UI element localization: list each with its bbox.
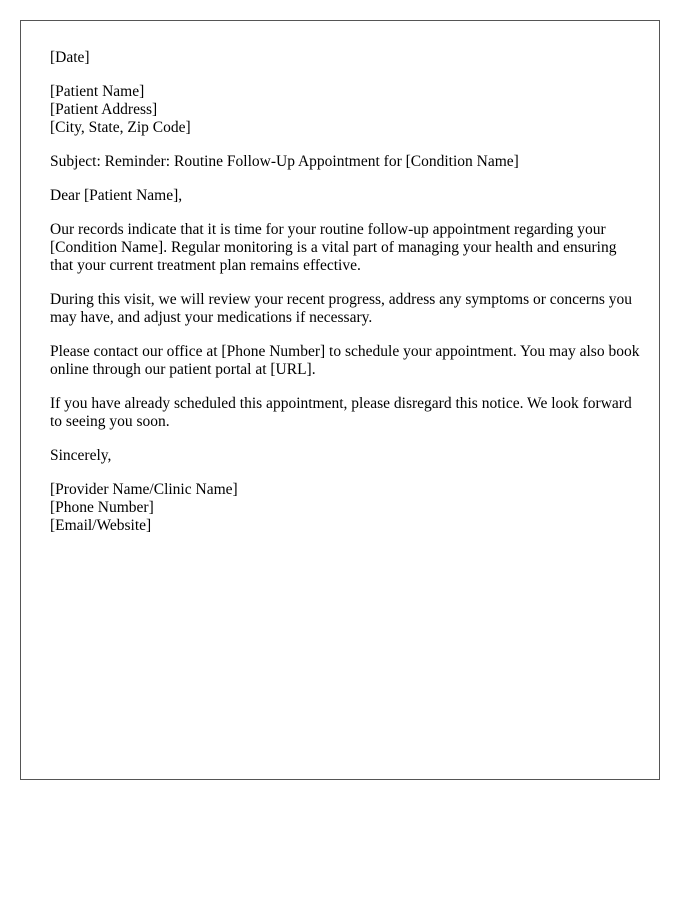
letter-date: [Date] — [50, 49, 90, 66]
letter-paragraph-2: During this visit, we will review your recent progress, address any symptoms or concerns you may have, and adjust your medications if necessary. — [50, 291, 632, 326]
letter-frame — [20, 20, 660, 780]
letter-paragraph-4: If you have already scheduled this appointment, please disregard this notice. We look forward to seeing you soon. — [50, 395, 632, 430]
recipient-address-block — [50, 83, 640, 137]
recipient-name: [Patient Name] — [50, 83, 145, 100]
signature-contact: [Email/Website] — [50, 517, 152, 534]
letter-paragraph-3: Please contact our office at [Phone Number] to schedule your appointment. You may also book online through our patient portal at [URL]. — [50, 343, 640, 378]
salutation-block — [50, 187, 640, 205]
letter-date-block — [50, 49, 640, 67]
subject-block — [50, 153, 640, 171]
recipient-city-state-zip: [City, State, Zip Code] — [50, 119, 191, 136]
signature-provider: [Provider Name/Clinic Name] — [50, 481, 238, 498]
closing-block — [50, 447, 640, 465]
recipient-address: [Patient Address] — [50, 101, 158, 118]
letter-body — [50, 49, 640, 551]
signature-block — [50, 481, 640, 535]
letter-subject: Subject: Reminder: Routine Follow-Up Appointment for [Condition Name] — [50, 153, 519, 170]
letter-paragraph-1: Our records indicate that it is time for your routine follow-up appointment regarding your [Condition Name]. Regular monitoring is a vital part of managing your health and ensuring that your current treatment plan remains effective. — [50, 221, 617, 274]
signature-phone: [Phone Number] — [50, 499, 154, 516]
letter-salutation: Dear [Patient Name], — [50, 187, 183, 204]
letter-closing: Sincerely, — [50, 447, 112, 464]
